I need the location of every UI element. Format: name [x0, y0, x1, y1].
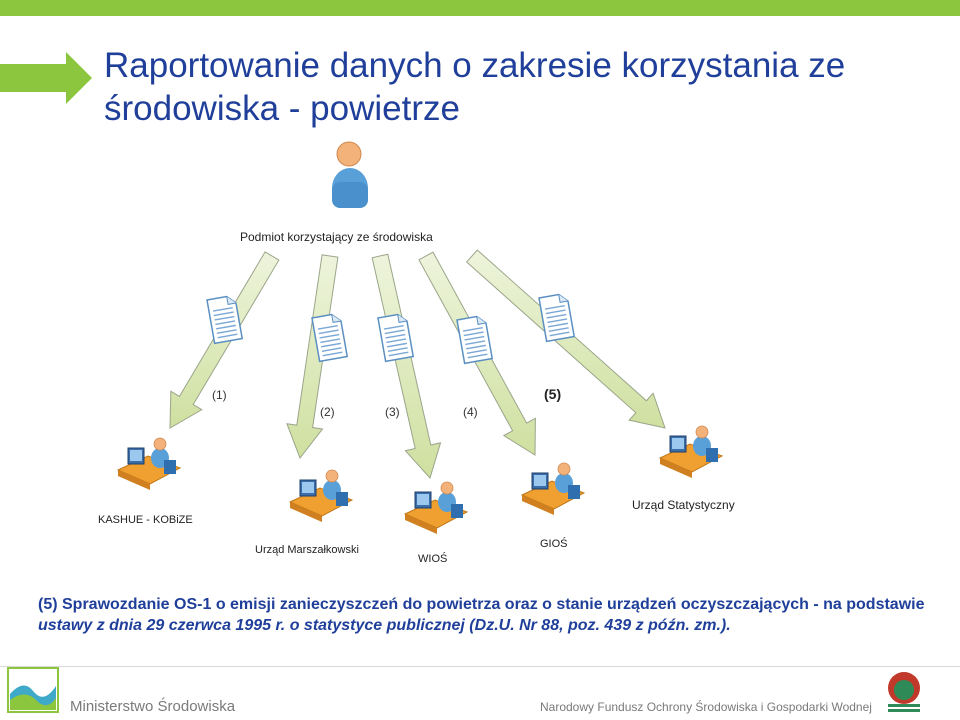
arrow-number-4: (4): [463, 405, 478, 419]
arrow-number-1: (1): [212, 388, 227, 402]
arrow-number-3: (3): [385, 405, 400, 419]
caption: [38, 594, 938, 636]
workstation-icon: [405, 482, 467, 534]
ministry-logo: [4, 664, 62, 716]
nfos-logo: [884, 670, 924, 714]
workstation-icon: [290, 470, 352, 522]
target-label-kashue: KASHUE - KOBiZE: [98, 514, 193, 526]
person-icon: [332, 142, 368, 208]
arrow-3: [372, 254, 440, 478]
workstation-icon: [118, 438, 180, 490]
document-icon: [378, 313, 413, 361]
source-label: Podmiot korzystający ze środowiska: [240, 230, 433, 244]
document-icon: [539, 293, 574, 341]
target-label-urzad-marszalkowski: Urząd Marszałkowski: [255, 544, 359, 556]
caption-part1: (5) Sprawozdanie OS-1 o emisji zanieczyszczeń do powietrza oraz o stanie urządzeń oczyszczających - na podstawie: [38, 596, 925, 613]
arrow-group: [170, 250, 665, 478]
footer-nfos: Narodowy Fundusz Ochrony Środowiska i Gospodarki Wodnej: [540, 700, 872, 714]
workstation-icon: [522, 463, 584, 515]
document-icon: [457, 315, 492, 363]
arrow-number-2: (2): [320, 405, 335, 419]
target-label-urzad-statystyczny: Urząd Statystyczny: [632, 498, 735, 512]
workstation-icon: [660, 426, 722, 478]
target-label-wios: WIOŚ: [418, 553, 448, 565]
caption-part2: ustawy z dnia 29 czerwca 1995 r. o statystyce publicznej (Dz.U. Nr 88, poz. 439 z późn. zm.).: [38, 617, 731, 634]
arrow-number-5: (5): [544, 386, 562, 402]
footer-ministry: Ministerstwo Środowiska: [70, 698, 236, 715]
footer-divider: [0, 666, 960, 667]
target-label-gios: GIOŚ: [540, 538, 568, 550]
slide-title: Raportowanie danych o zakresie korzystania ze środowiska - powietrze: [104, 46, 846, 128]
